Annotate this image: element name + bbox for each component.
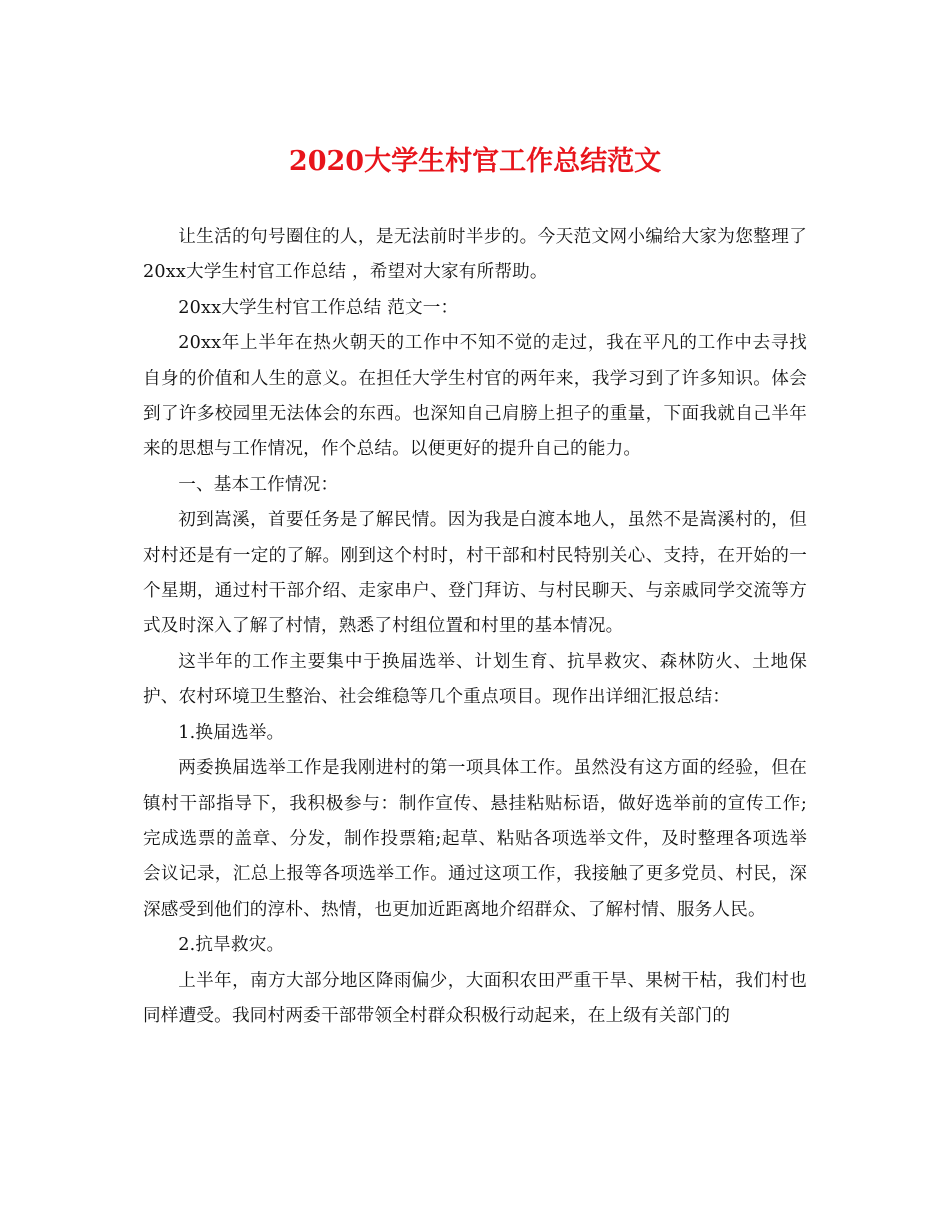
- subheading-drought: 2.抗旱救灾。: [178, 935, 285, 956]
- paragraph-intro: 让生活的句号圈住的人，是无法前时半步的。今天范文网小编给大家为您整理了20xx大学生村官工作总结 ，希望对大家有所帮助。: [143, 227, 807, 283]
- paragraph-arrival: 初到嵩溪，首要任务是了解民情。因为我是白渡本地人，虽然不是嵩溪村的，但对村还是有一定的了解。刚到这个村时，村干部和村民特别关心、支持，在开始的一个星期，通过村干部介绍、走家串户、登门拜访、与村民聊天、与亲戚同学交流等方式及时深入了解了村情，熟悉了村组位置和村里的基本情况。: [143, 510, 807, 637]
- paragraph-key-projects: 这半年的工作主要集中于换届选举、计划生育、抗旱救灾、森林防火、土地保护、农村环境卫生整治、社会维稳等几个重点项目。现作出详细汇报总结：: [143, 651, 807, 708]
- paragraph-drought: 上半年，南方大部分地区降雨偏少，大面积农田严重干旱、果树干枯，我们村也同样遭受。我同村两委干部带领全村群众积极行动起来，在上级有关部门的: [143, 970, 807, 1026]
- section-heading-basic-work: 一、基本工作情况：: [178, 474, 339, 495]
- paragraph-election: 两委换届选举工作是我刚进村的第一项具体工作。虽然没有这方面的经验，但在镇村干部指导下，我积极参与：制作宣传、悬挂粘贴标语，做好选举前的宣传工作;完成选票的盖章、分发，制作投票箱;起草、粘贴各项选举文件，及时整理各项选举会议记录，汇总上报等各项选举工作。通过这项工作，我接触了更多党员、村民，深深感受到他们的淳朴、热情，也更加近距离地介绍群众、了解村情、服务人民。: [143, 758, 807, 920]
- subheading-election: 1.换届选举。: [178, 722, 285, 743]
- document-body: [143, 220, 807, 1034]
- paragraph-sample-heading: 20xx大学生村官工作总结 范文一：: [178, 297, 459, 318]
- paragraph-overview: 20xx年上半年在热火朝天的工作中不知不觉的走过，我在平凡的工作中去寻找自身的价值和人生的意义。在担任大学生村官的两年来，我学习到了许多知识。体会到了许多校园里无法体会的东西。也深知自己肩膀上担子的重量，下面我就自己半年来的思想与工作情况，作个总结。以便更好的提升自己的能力。: [143, 333, 807, 460]
- document-title: 2020大学生村官工作总结范文: [288, 146, 662, 177]
